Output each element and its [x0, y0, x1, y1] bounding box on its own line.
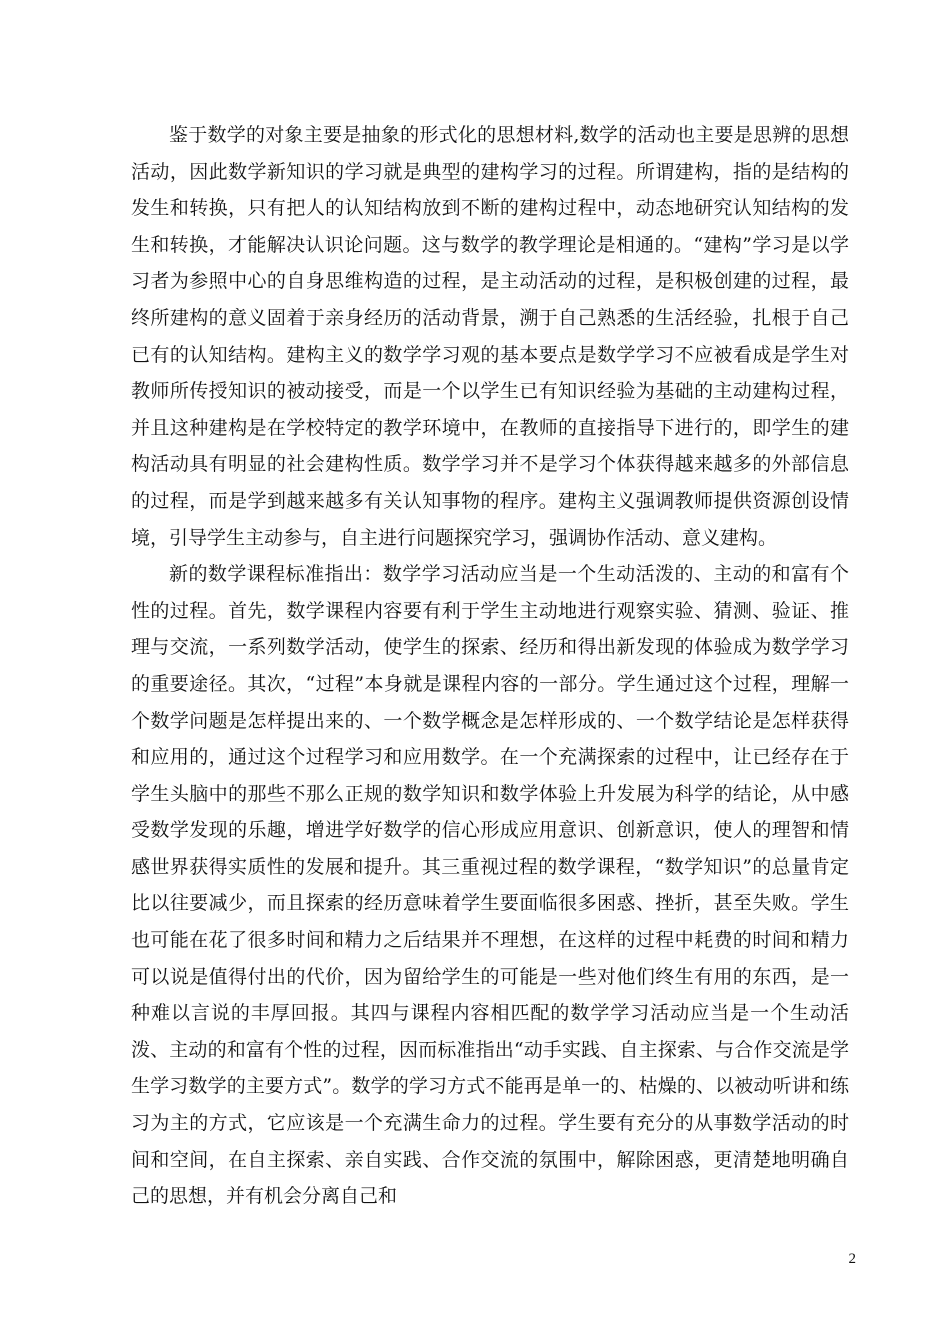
body-text [131, 117, 849, 1215]
paragraph-constructivism: 鉴于数学的对象主要是抽象的形式化的思想材料,数学的活动也主要是思辨的思想活动，因此数学新知识的学习就是典型的建构学习的过程。所谓建构，指的是结构的发生和转换，只有把人的认知结构放到不断的建构过程中，动态地研究认知结构的发生和转换，才能解决认识论问题。这与数学的教学理论是相通的。“建构”学习是以学习者为参照中心的自身思维构造的过程，是主动活动的过程，是积极创建的过程，最终所建构的意义固着于亲身经历的活动背景，溯于自己熟悉的生活经验，扎根于自己已有的认知结构。建构主义的数学学习观的基本要点是数学学习不应被看成是学生对教师所传授知识的被动接受，而是一个以学生已有知识经验为基础的主动建构过程，并且这种建构是在学校特定的教学环境中，在教师的直接指导下进行的，即学生的建构活动具有明显的社会建构性质。数学学习并不是学习个体获得越来越多的外部信息的过程，而是学到越来越多有关认知事物的程序。建构主义强调教师提供资源创设情境，引导学生主动参与，自主进行问题探究学习，强调协作活动、意义建构。 [131, 124, 849, 549]
paragraph-curriculum-standard: 新的数学课程标准指出：数学学习活动应当是一个生动活泼的、主动的和富有个性的过程。首先，数学课程内容要有利于学生主动地进行观察实验、猜测、验证、推理与交流，一系列数学活动，使学生的探索、经历和得出新发现的体验成为数学学习的重要途径。其次，“过程”本身就是课程内容的一部分。学生通过这个过程，理解一个数学问题是怎样提出来的、一个数学概念是怎样形成的、一个数学结论是怎样获得和应用的，通过这个过程学习和应用数学。在一个充满探索的过程中，让已经存在于学生头脑中的那些不那么正规的数学知识和数学体验上升发展为科学的结论，从中感受数学发现的乐趣，增进学好数学的信心形成应用意识、创新意识，使人的理智和情感世界获得实质性的发展和提升。其三重视过程的数学课程，“数学知识”的总量肯定比以往要减少，而且探索的经历意味着学生要面临很多困惑、挫折，甚至失败。学生也可能在花了很多时间和精力之后结果并不理想，在这样的过程中耗费的时间和精力可以说是值得付出的代价，因为留给学生的可能是一些对他们终生有用的东西，是一种难以言说的丰厚回报。其四与课程内容相匹配的数学学习活动应当是一个生动活泼、主动的和富有个性的过程，因而标准指出“动手实践、自主探索、与合作交流是学生学习数学的主要方式”。数学的学习方式不能再是单一的、枯燥的、以被动听讲和练习为主的方式，它应该是一个充满生命力的过程。学生要有充分的从事数学活动的时间和空间，在自主探索、亲自实践、合作交流的氛围中，解除困惑，更清楚地明确自己的思想，并有机会分离自己和 [131, 563, 849, 1208]
page-number: 2 [848, 1251, 856, 1267]
